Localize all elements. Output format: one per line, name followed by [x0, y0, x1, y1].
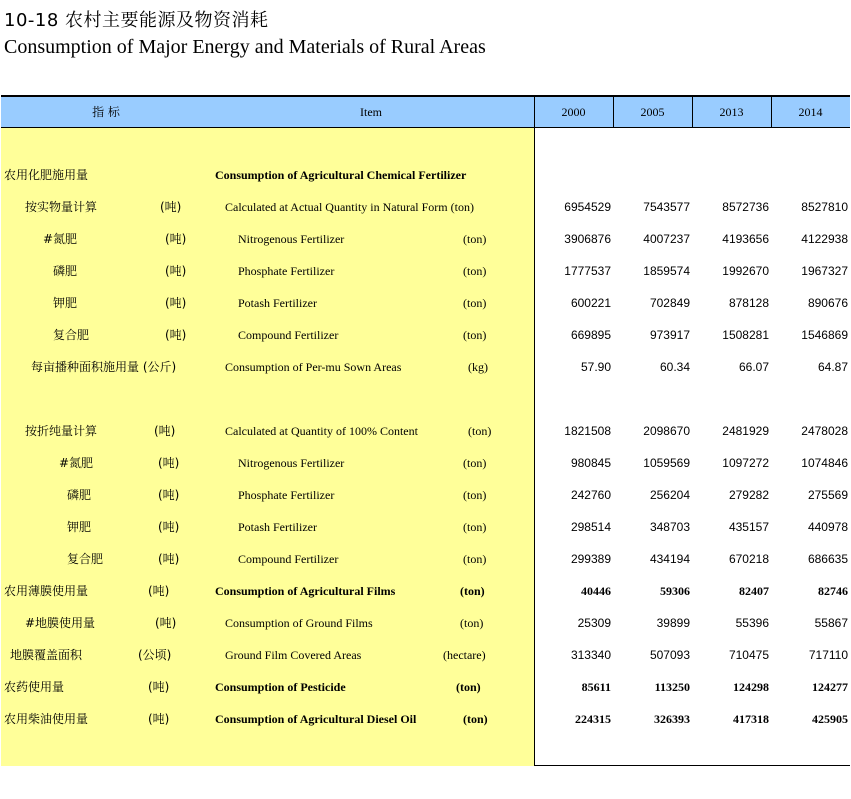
table-cell-value: 2478028 [801, 424, 848, 438]
label-column-background [1, 128, 534, 766]
table-cell-value: 710475 [728, 648, 769, 662]
header-year-2013: 2013 [719, 105, 744, 119]
table-title-en: Consumption of Major Energy and Materials of Rural Areas [4, 36, 486, 58]
row-unit-cn: (吨) [158, 456, 180, 470]
row-label-cn: 农药使用量 [4, 680, 65, 694]
table-cell-value: 1992670 [722, 264, 769, 278]
row-unit-en: (ton) [460, 616, 484, 630]
table-cell-value: 279282 [728, 488, 769, 502]
row-unit-cn: (吨) [148, 712, 170, 726]
table-cell-value: 4007237 [643, 232, 690, 246]
table-cell-value: 124298 [733, 680, 769, 694]
row-unit-en: (ton) [463, 488, 487, 502]
row-label-cn: 按实物量计算 [25, 200, 98, 214]
row-label-en: Consumption of Agricultural Films [215, 584, 396, 598]
table-cell-value: 669895 [570, 328, 611, 342]
table-cell-value: 1074846 [801, 456, 848, 470]
table-cell-value: 1859574 [643, 264, 690, 278]
row-label-en: Consumption of Agricultural Chemical Fertilizer [215, 168, 467, 182]
table-cell-value: 242760 [570, 488, 611, 502]
row-unit-en: (ton) [460, 584, 485, 598]
table-cell-value: 326393 [654, 712, 690, 726]
table-cell-value: 1508281 [722, 328, 769, 342]
row-label-cn: 农用化肥施用量 [4, 168, 89, 182]
header-year-2014: 2014 [798, 105, 823, 119]
table-cell-value: 313340 [570, 648, 611, 662]
row-unit-en: (ton) [463, 232, 487, 246]
row-unit-cn: (吨) [158, 520, 180, 534]
table-cell-value: 878128 [728, 296, 769, 310]
table-cell-value: 425905 [812, 712, 848, 726]
table-cell-value: 82746 [818, 584, 848, 598]
table-cell-value: 8527810 [801, 200, 848, 214]
table-cell-value: 973917 [649, 328, 690, 342]
row-label-cn: 磷肥 [67, 488, 92, 502]
row-unit-en: (kg) [468, 360, 488, 374]
table-cell-value: 57.90 [580, 360, 611, 374]
row-label-cn: #地膜使用量 [25, 616, 96, 630]
row-unit-cn: (吨) [165, 232, 187, 246]
row-unit-en: (ton) [463, 712, 488, 726]
row-label-cn: 钾肥 [53, 296, 78, 310]
table-cell-value: 4193656 [722, 232, 769, 246]
row-label-en: Nitrogenous Fertilizer [238, 456, 345, 470]
table-cell-value: 299389 [570, 552, 611, 566]
table-cell-value: 25309 [577, 616, 611, 630]
row-unit-cn: (吨) [155, 616, 177, 630]
row-label-en: Compound Fertilizer [238, 552, 339, 566]
table-cell-value: 890676 [807, 296, 848, 310]
table-cell-value: 256204 [649, 488, 690, 502]
row-label-cn: 复合肥 [53, 328, 90, 342]
row-label-cn: 复合肥 [67, 552, 104, 566]
row-label-cn: 农用薄膜使用量 [4, 584, 89, 598]
table-cell-value: 59306 [660, 584, 690, 598]
header-indicator: 指 标 [92, 105, 120, 119]
table-cell-value: 124277 [812, 680, 848, 694]
table-cell-value: 39899 [656, 616, 690, 630]
row-label-en: Phosphate Fertilizer [238, 264, 335, 278]
row-unit-cn: (吨) [148, 680, 170, 694]
table-cell-value: 980845 [570, 456, 611, 470]
row-unit-cn: (吨) [158, 552, 180, 566]
row-label-en: Nitrogenous Fertilizer [238, 232, 345, 246]
row-unit-en: (ton) [468, 424, 492, 438]
row-label-cn: 按折纯量计算 [25, 424, 98, 438]
table-cell-value: 3906876 [564, 232, 611, 246]
row-unit-cn: (吨) [165, 328, 187, 342]
table-cell-value: 64.87 [817, 360, 848, 374]
table-cell-value: 600221 [570, 296, 611, 310]
table-cell-value: 417318 [733, 712, 769, 726]
table-cell-value: 2481929 [722, 424, 769, 438]
table-cell-value: 8572736 [722, 200, 769, 214]
row-unit-en: (hectare) [443, 648, 486, 662]
table-cell-value: 435157 [728, 520, 769, 534]
row-unit-en: (ton) [456, 680, 481, 694]
table-header [1, 97, 850, 128]
table-cell-value: 670218 [728, 552, 769, 566]
table-cell-value: 717110 [808, 648, 848, 662]
table-cell-value: 55396 [735, 616, 769, 630]
table-cell-value: 507093 [649, 648, 690, 662]
row-unit-cn: (吨) [148, 584, 170, 598]
table-cell-value: 85611 [581, 680, 611, 694]
row-unit-en: (ton) [463, 328, 487, 342]
row-label-en: Consumption of Ground Films [225, 616, 373, 630]
table-cell-value: 1097272 [722, 456, 769, 470]
header-item: Item [360, 105, 382, 119]
table-cell-value: 702849 [649, 296, 690, 310]
row-label-cn: 每亩播种面积施用量 (公斤) [31, 360, 177, 374]
table-cell-value: 348703 [649, 520, 690, 534]
row-label-en: Consumption of Per-mu Sown Areas [225, 360, 402, 374]
row-label-en: Consumption of Agricultural Diesel Oil [215, 712, 417, 726]
table-cell-value: 4122938 [801, 232, 848, 246]
row-label-en: Calculated at Actual Quantity in Natural Form (ton) [225, 200, 474, 214]
row-unit-cn: (吨) [154, 424, 176, 438]
table-title-cn: 10-18 农村主要能源及物资消耗 [4, 10, 269, 31]
table-cell-value: 1777537 [564, 264, 611, 278]
row-label-en: Potash Fertilizer [238, 296, 317, 310]
table-cell-value: 113250 [654, 680, 690, 694]
row-label-cn: 钾肥 [67, 520, 92, 534]
row-label-cn: #氮肥 [59, 456, 94, 470]
table-cell-value: 1546869 [801, 328, 848, 342]
row-unit-cn: (吨) [165, 296, 187, 310]
column-divider [613, 97, 614, 128]
table-cell-value: 1821508 [564, 424, 611, 438]
table-cell-value: 66.07 [738, 360, 769, 374]
row-label-cn: 地膜覆盖面积 [10, 648, 83, 662]
column-divider [534, 97, 535, 766]
row-unit-cn: (公顷) [138, 648, 172, 662]
column-divider [771, 97, 772, 128]
table-cell-value: 82407 [739, 584, 769, 598]
row-unit-cn: (吨) [165, 264, 187, 278]
row-unit-en: (ton) [463, 552, 487, 566]
table-cell-value: 686635 [807, 552, 848, 566]
row-unit-cn: (吨) [160, 200, 182, 214]
table-cell-value: 440978 [807, 520, 848, 534]
row-label-en: Consumption of Pesticide [215, 680, 346, 694]
table-cell-value: 6954529 [564, 200, 611, 214]
column-divider [692, 97, 693, 128]
row-label-cn: 农用柴油使用量 [4, 712, 89, 726]
table-cell-value: 40446 [581, 584, 611, 598]
table-cell-value: 1967327 [801, 264, 848, 278]
row-label-en: Compound Fertilizer [238, 328, 339, 342]
row-label-en: Potash Fertilizer [238, 520, 317, 534]
row-unit-en: (ton) [463, 520, 487, 534]
table-cell-value: 275569 [807, 488, 848, 502]
row-label-en: Calculated at Quantity of 100% Content [225, 424, 418, 438]
table-cell-value: 2098670 [643, 424, 690, 438]
row-label-cn: #氮肥 [43, 232, 78, 246]
row-unit-cn: (吨) [158, 488, 180, 502]
row-unit-en: (ton) [463, 264, 487, 278]
table-cell-value: 60.34 [659, 360, 690, 374]
header-year-2000: 2000 [561, 105, 586, 119]
row-unit-en: (ton) [463, 296, 487, 310]
table-cell-value: 224315 [575, 712, 611, 726]
table-cell-value: 55867 [814, 616, 848, 630]
row-unit-en: (ton) [463, 456, 487, 470]
table-cell-value: 434194 [649, 552, 690, 566]
row-label-cn: 磷肥 [53, 264, 78, 278]
row-label-en: Phosphate Fertilizer [238, 488, 335, 502]
table-cell-value: 7543577 [643, 200, 690, 214]
table-cell-value: 298514 [570, 520, 611, 534]
row-label-en: Ground Film Covered Areas [225, 648, 362, 662]
header-year-2005: 2005 [640, 105, 665, 119]
table-cell-value: 1059569 [643, 456, 690, 470]
